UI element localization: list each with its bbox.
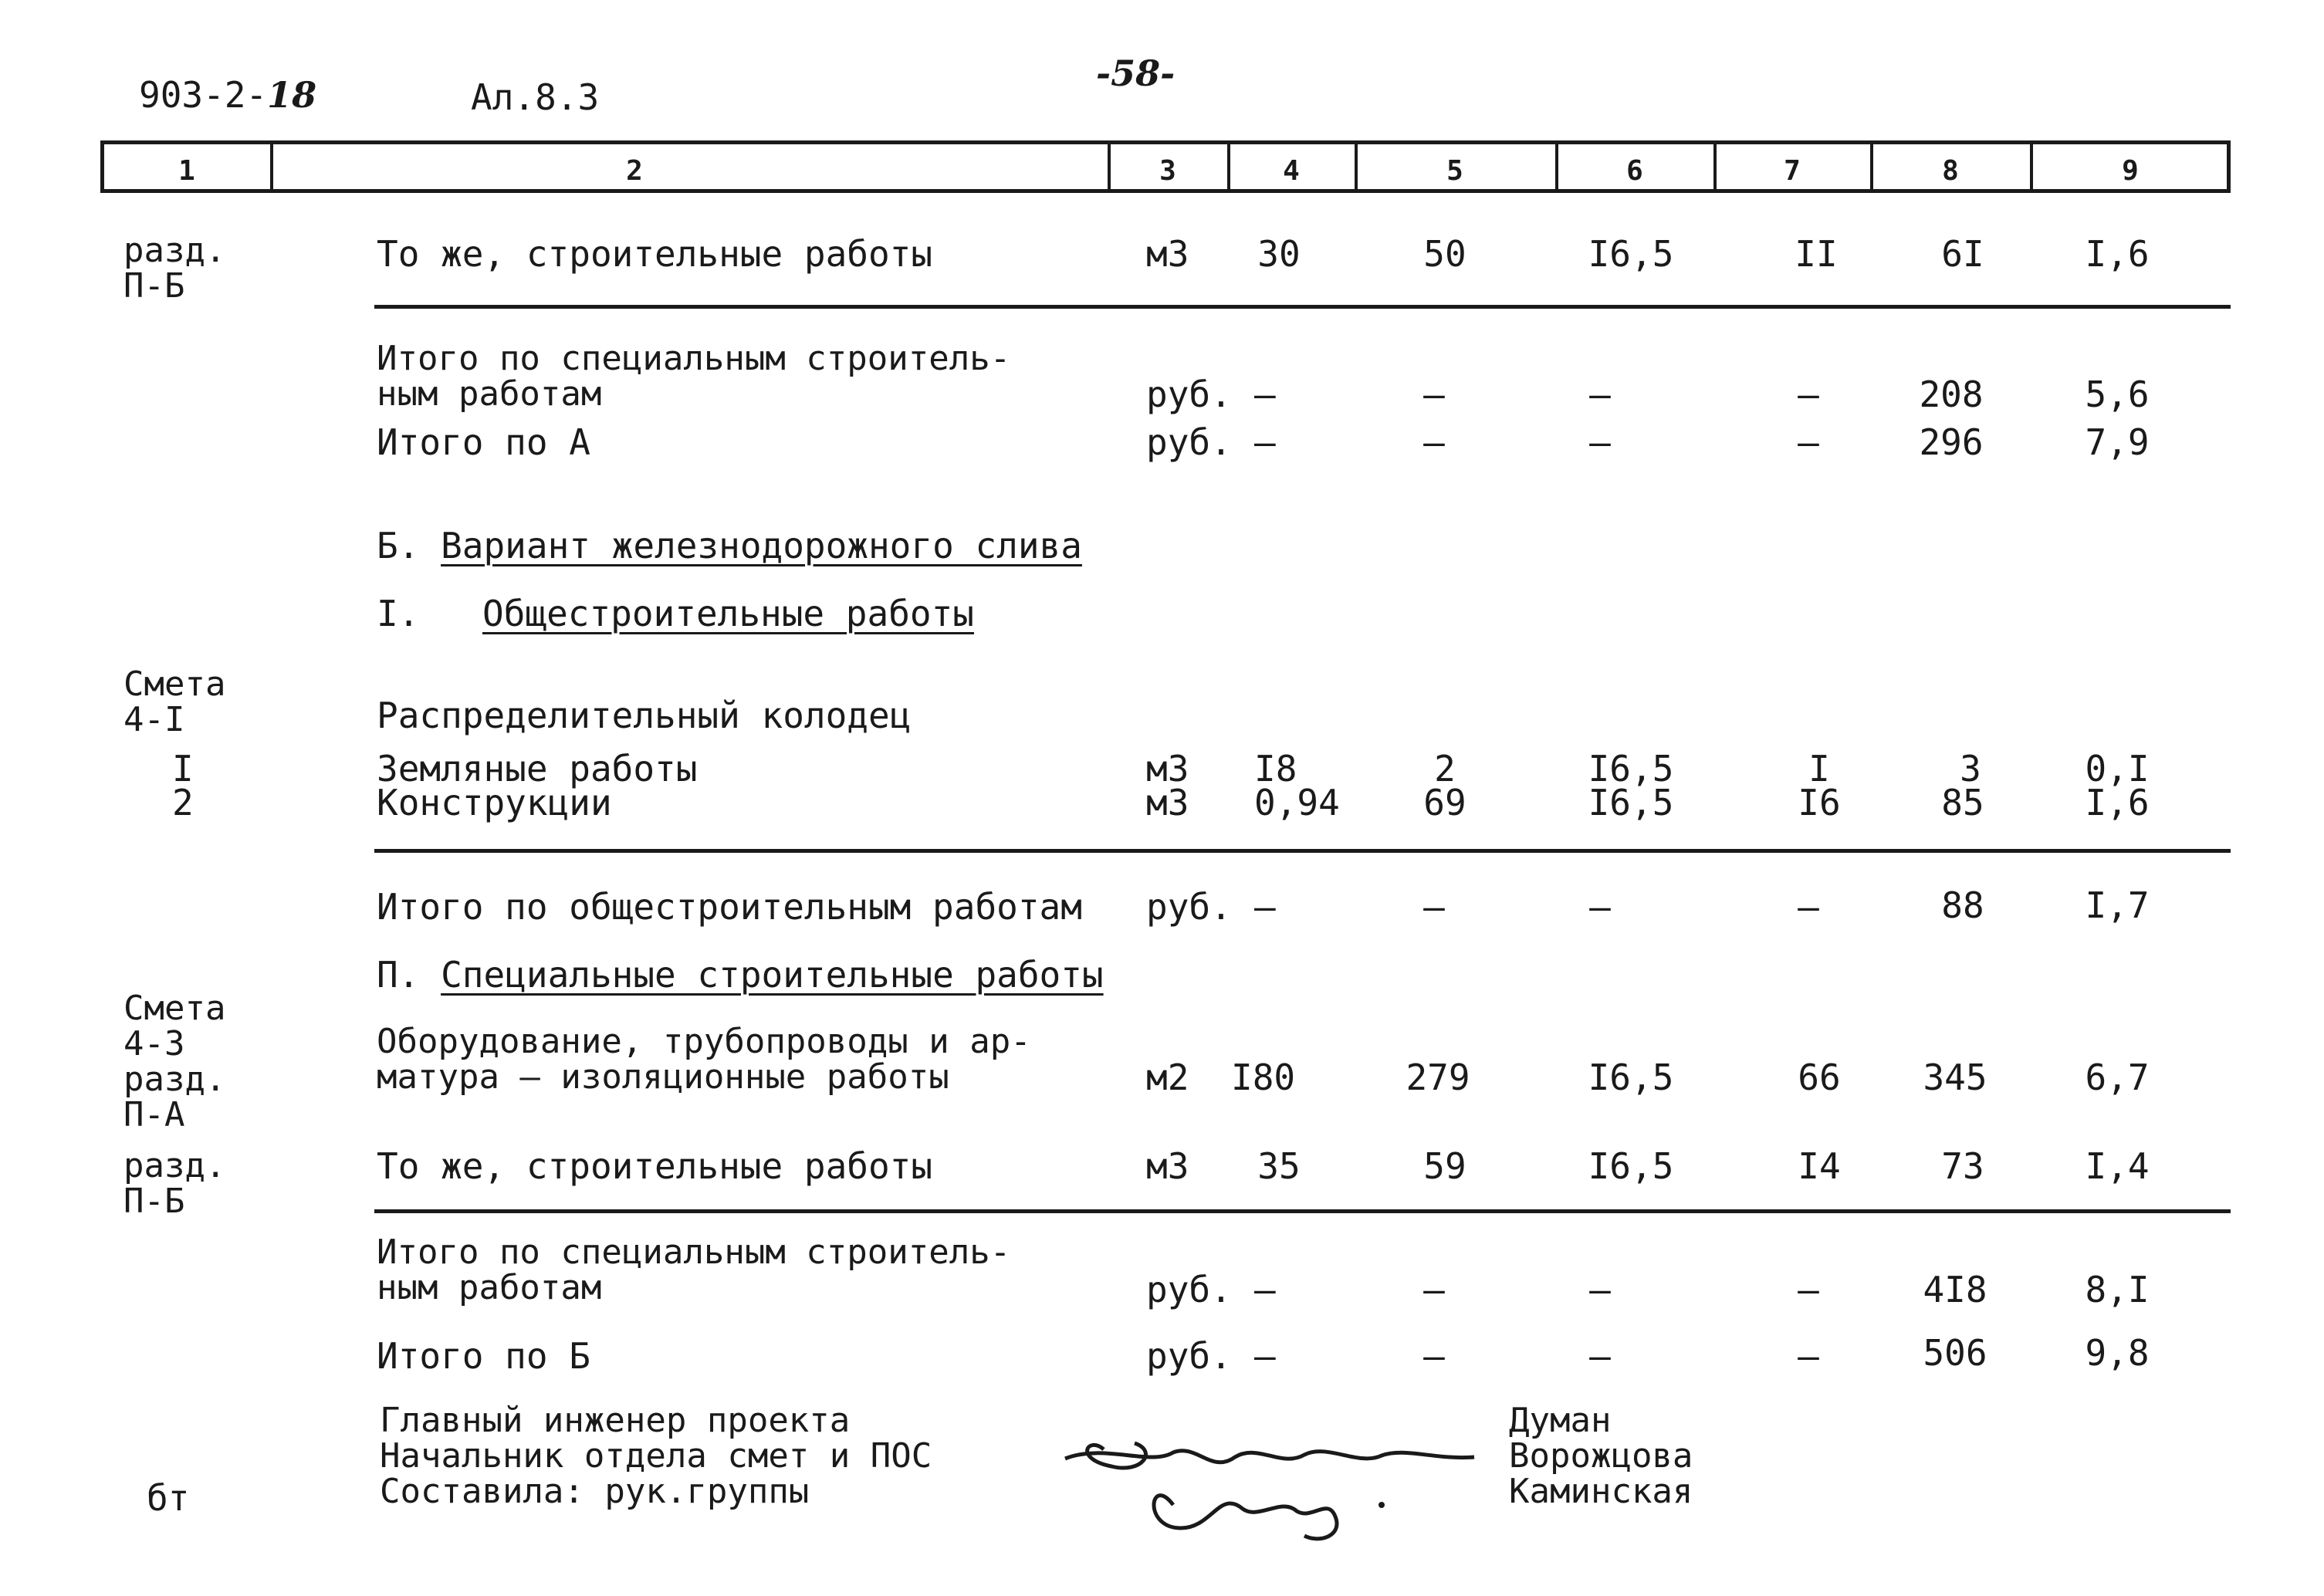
cell-col4: 30 (1257, 233, 1301, 275)
cell-col4: 0,94 (1254, 782, 1340, 823)
row-name: То же, строительные работы (377, 233, 933, 275)
cell-col5: – (1423, 1335, 1445, 1377)
cell-col7: 66 (1798, 1057, 1841, 1098)
smeta-reference: Смета 4-I (123, 664, 226, 739)
row-ref: разд. П-Б (123, 231, 226, 306)
cell-col4: – (1254, 421, 1276, 463)
cell-col8: 88 (1941, 884, 1984, 926)
cell-col9: 8,I (2085, 1269, 2150, 1310)
section-b-title: Вариант железнодорожного слива (441, 525, 1082, 566)
cell-col8: 296 (1919, 421, 1984, 463)
cell-col5: – (1423, 374, 1445, 415)
row-unit: м3 (1146, 748, 1189, 790)
row-ref: разд. П-Б (123, 1146, 226, 1221)
cell-col4: – (1254, 1335, 1276, 1377)
column-number-4: 4 (1283, 155, 1300, 187)
cell-col7: – (1798, 886, 1819, 928)
column-number-1: 1 (178, 155, 195, 187)
column-separator (1713, 144, 1717, 189)
cell-col5: 2 (1434, 748, 1456, 790)
section-b-heading (377, 525, 1082, 566)
row-ref: Смета 4-3 разд. П-А (123, 989, 226, 1134)
row-name: Итого по общестроительным работам (377, 886, 1082, 928)
row-name: Итого по специальным строитель- ным работам (377, 1233, 1011, 1307)
cell-col8: 506 (1923, 1332, 1987, 1374)
cell-col7: – (1798, 421, 1819, 463)
cell-col6: – (1589, 1269, 1611, 1310)
cell-col7: II (1795, 233, 1838, 275)
cell-col5: 279 (1406, 1057, 1470, 1098)
column-number-6: 6 (1626, 155, 1643, 187)
section-2-title: Специальные строительные работы (441, 954, 1104, 996)
cell-col6: – (1589, 421, 1611, 463)
cell-col7: – (1798, 1269, 1819, 1310)
object-name: Распределительный колодец (377, 695, 912, 736)
row-name: Итого по Б (377, 1335, 590, 1377)
section-1-prefix: I. (377, 593, 420, 634)
cell-col9: I,4 (2085, 1145, 2150, 1187)
cell-col7: I6 (1798, 782, 1841, 823)
cell-col8: 73 (1941, 1145, 1984, 1187)
cell-col8: 3 (1960, 748, 1981, 790)
cell-col7: – (1798, 374, 1819, 415)
cell-col4: – (1254, 1269, 1276, 1310)
document-code (139, 74, 317, 116)
document-code-handwritten: 18 (267, 74, 317, 116)
cell-col7: I (1808, 748, 1830, 790)
cell-col8: 85 (1941, 782, 1984, 823)
column-separator (1355, 144, 1358, 189)
row-divider (374, 305, 2231, 309)
column-separator (1227, 144, 1230, 189)
row-unit: руб. (1146, 1269, 1232, 1310)
cell-col8: 208 (1919, 374, 1984, 415)
section-2-heading (377, 954, 1104, 996)
page-number: -58- (1096, 52, 1176, 94)
column-number-2: 2 (626, 155, 643, 187)
column-separator (1870, 144, 1873, 189)
cell-col5: 69 (1423, 782, 1466, 823)
handwritten-signature (1057, 1412, 1490, 1551)
column-number-5: 5 (1446, 155, 1463, 187)
row-name: Земляные работы (377, 748, 698, 790)
row-unit: м3 (1146, 782, 1189, 823)
section-2-prefix: П. (377, 954, 420, 996)
row-unit: руб. (1146, 374, 1232, 415)
cell-col9: 5,6 (2085, 374, 2150, 415)
cell-col5: 50 (1423, 233, 1466, 275)
row-unit: м2 (1146, 1057, 1189, 1098)
column-number-7: 7 (1784, 155, 1801, 187)
row-ref: I (172, 748, 194, 790)
cell-col6: – (1589, 1335, 1611, 1377)
cell-col6: – (1589, 374, 1611, 415)
cell-col9: I,7 (2085, 884, 2150, 926)
album-number: Ал.8.3 (471, 76, 600, 118)
cell-col9: 7,9 (2085, 421, 2150, 463)
cell-col4: I80 (1231, 1057, 1296, 1098)
cell-col6: I6,5 (1588, 748, 1674, 790)
column-number-8: 8 (1942, 155, 1959, 187)
row-unit: м3 (1146, 1145, 1189, 1187)
cell-col4: – (1254, 886, 1276, 928)
row-name: Итого по специальным строитель- ным работам (377, 339, 1011, 414)
cell-col9: I,6 (2085, 233, 2150, 275)
column-separator (1108, 144, 1111, 189)
cell-col9: 9,8 (2085, 1332, 2150, 1374)
corner-mark: бт (147, 1477, 190, 1519)
row-divider (374, 849, 2231, 853)
column-separator (2030, 144, 2033, 189)
cell-col8: 6I (1941, 233, 1984, 275)
cell-col4: 35 (1257, 1145, 1301, 1187)
cell-col8: 4I8 (1923, 1269, 1987, 1310)
cell-col5: – (1423, 1269, 1445, 1310)
cell-col8: 345 (1923, 1057, 1987, 1098)
signature-titles: Главный инженер проекта Начальник отдела смет и ПОС Составила: рук.группы (380, 1401, 932, 1511)
signature-names: Думан Ворожцова Каминская (1509, 1401, 1693, 1511)
row-unit: руб. (1146, 886, 1232, 928)
section-1-title: Общестроительные работы (482, 593, 974, 634)
row-unit: руб. (1146, 421, 1232, 463)
row-name: То же, строительные работы (377, 1145, 933, 1187)
cell-col9: 6,7 (2085, 1057, 2150, 1098)
cell-col4: – (1254, 374, 1276, 415)
row-name: Итого по А (377, 421, 590, 463)
document-code-prefix: 903-2- (139, 74, 268, 116)
cell-col6: I6,5 (1588, 1057, 1674, 1098)
cell-col7: – (1798, 1335, 1819, 1377)
column-number-3: 3 (1159, 155, 1176, 187)
column-separator (270, 144, 273, 189)
column-separator (1555, 144, 1558, 189)
cell-col9: I,6 (2085, 782, 2150, 823)
cell-col5: – (1423, 421, 1445, 463)
row-unit: руб. (1146, 1335, 1232, 1377)
row-ref: 2 (172, 782, 194, 823)
row-name: Конструкции (377, 782, 612, 823)
cell-col5: – (1423, 886, 1445, 928)
row-divider (374, 1209, 2231, 1213)
row-unit: м3 (1146, 233, 1189, 275)
cell-col4: I8 (1254, 748, 1297, 790)
column-header-row (100, 140, 2231, 193)
section-b-prefix: Б. (377, 525, 420, 566)
cell-col6: – (1589, 886, 1611, 928)
row-name: Оборудование, трубопроводы и ар- матура – изоляционные работы (377, 1022, 1031, 1097)
cell-col6: I6,5 (1588, 782, 1674, 823)
cell-col7: I4 (1798, 1145, 1841, 1187)
cell-col9: 0,I (2085, 748, 2150, 790)
cell-col6: I6,5 (1588, 1145, 1674, 1187)
cell-col5: 59 (1423, 1145, 1466, 1187)
column-number-9: 9 (2122, 155, 2139, 187)
cell-col6: I6,5 (1588, 233, 1674, 275)
